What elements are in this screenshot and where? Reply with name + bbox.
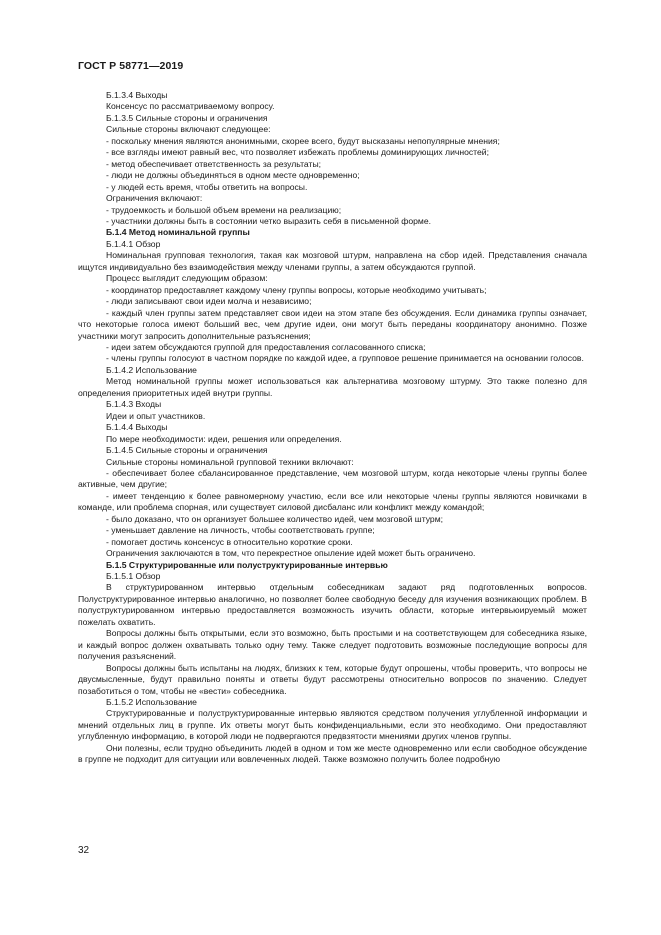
text-line: Метод номинальной группы может использоваться как альтернатива мозговому штурму. Это также полезно для определения приоритетных идей внутри группы. xyxy=(78,376,587,398)
text-line: Идеи и опыт участников. xyxy=(106,410,206,421)
text-line: Ограничения включают: xyxy=(106,193,203,204)
text-line: Б.1.4.3 Входы xyxy=(106,399,162,410)
text-line: - люди записывают свои идеи молча и независимо; xyxy=(106,296,312,307)
text-line: - у людей есть время, чтобы ответить на вопросы. xyxy=(106,181,308,192)
text-line: Они полезны, если трудно объединить людей в одном и том же месте одновременно или если свободное обсуждение в группе не подходит для ситуации или вовлеченных людей. Также возможно получить более подробную xyxy=(78,742,587,765)
text-line: По мере необходимости: идеи, решения или определения. xyxy=(106,433,342,444)
text-line: - трудоемкость и большой объем времени на реализацию; xyxy=(106,204,342,215)
text-line: - члены группы голосуют в частном порядке по каждой идее, а групповое решение принимается на основании голосов. xyxy=(106,353,584,364)
text-line: Б.1.3.4 Выходы xyxy=(106,90,168,100)
text-line: Процесс выглядит следующим образом: xyxy=(106,273,268,284)
text-line: Вопросы должны быть открытыми, если это возможно, быть простыми и на соответствующем для собеседника языке, и каждый вопрос должен охватывать только одну тему. Также следует подготовить возможные последующие вопросы для получения разъяснений. xyxy=(78,628,587,662)
text-line: - люди не должны объединяться в одном месте одновременно; xyxy=(106,170,360,181)
text-line: Б.1.4.2 Использование xyxy=(106,364,197,375)
text-line: - поскольку мнения являются анонимными, скорее всего, будут высказаны непопулярные мнения; xyxy=(106,135,500,146)
text-line: Б.1.4.1 Обзор xyxy=(106,238,161,249)
text-line: - все взгляды имеют равный вес, что позволяет избежать проблемы доминирующих личностей; xyxy=(106,147,489,158)
section-heading: Б.1.4 Метод номинальной группы xyxy=(106,227,250,238)
text-line: - помогает достичь консенсус в относительно короткие сроки. xyxy=(106,536,353,547)
text-line: Б.1.4.4 Выходы xyxy=(106,422,168,433)
text-line: - уменьшает давление на личность, чтобы соответствовать группе; xyxy=(106,525,375,536)
text-line: Б.1.5.2 Использование xyxy=(106,697,197,708)
text-line: - обеспечивает более сбалансированное представление, чем мозговой штурм, когда некоторые члены группы более активные, чем другие; xyxy=(78,467,587,490)
document-header: ГОСТ Р 58771—2019 xyxy=(78,60,184,72)
text-line: Вопросы должны быть испытаны на людях, близких к тем, которые будут опрошены, чтобы проверить, что вопросы не двусмысленные, будут правильно поняты и ответы будут рассмотрены относительно вопросов по значению. Следует позаботиться о том, чтобы не «вести» собеседника. xyxy=(78,662,587,696)
text-line: - каждый член группы затем представляет свои идеи на этом этапе без обсуждения. Если динамика группы означает, что некоторые голоса имеют больший вес, чем другие идеи, они могут быть переданы координатору анонимно. Позже участники могут запросить дополнительные разъяснения; xyxy=(78,307,587,341)
text-line: Сильные стороны номинальной групповой техники включают: xyxy=(106,456,354,467)
text-line: - метод обеспечивает ответственность за результаты; xyxy=(106,158,322,169)
text-line: - имеет тенденцию к более равномерному участию, если все или некоторые члены группы являются новичками в команде, или проблема спорная, или существует силовой дисбаланс или конфликт между командой; xyxy=(78,490,587,513)
text-line: - участники должны быть в состоянии четко выразить себя в письменной форме. xyxy=(106,215,432,226)
text-line: Б.1.3.5 Сильные стороны и ограничения xyxy=(106,112,268,123)
text-line: Консенсус по рассматриваемому вопросу. xyxy=(106,101,275,112)
text-line: Ограничения заключаются в том, что перекрестное опыление идей может быть ограничено. xyxy=(106,548,476,559)
text-line: - было доказано, что он организует большее количество идей, чем мозговой штурм; xyxy=(106,513,444,524)
text-line: Б.1.5.1 Обзор xyxy=(106,571,161,582)
text-line: Номинальная групповая технология, такая как мозговой штурм, направлена на сбор идей. Представления сначала ищутся индивидуально без взаимодействия между членами группы, а затем обсуждаются группой. xyxy=(78,250,587,272)
text-line: - координатор предоставляет каждому члену группы вопросы, которые необходимо учитывать; xyxy=(106,284,487,295)
text-line: В структурированном интервью отдельным собеседникам задают ряд подготовленных вопросов. Полуструктурированное интервью аналогично, но позволяет более свободную беседу для изучения возникающих проблем. В полуструктурированном интервью предоставляется возможность изучить области, которые интервьюируемый может пожелать охватить. xyxy=(78,582,587,627)
page-number: 32 xyxy=(78,845,90,856)
text-line: Сильные стороны включают следующее: xyxy=(106,124,271,135)
document-body xyxy=(78,90,587,766)
text-line: Б.1.4.5 Сильные стороны и ограничения xyxy=(106,445,268,456)
text-line: Структурированные и полуструктурированные интервью являются средством получения углубленной информации и мнений отдельных лиц в группе. Их ответы могут быть конфиденциальными, если это необходимо. Они предоставляют углубленную информацию, в которой люди не подвергаются предвзятости мнениями других членов группы. xyxy=(78,708,587,742)
text-line: - идеи затем обсуждаются группой для предоставления согласованного списка; xyxy=(106,341,426,352)
section-heading: Б.1.5 Структурированные или полуструктурированные интервью xyxy=(106,559,388,570)
